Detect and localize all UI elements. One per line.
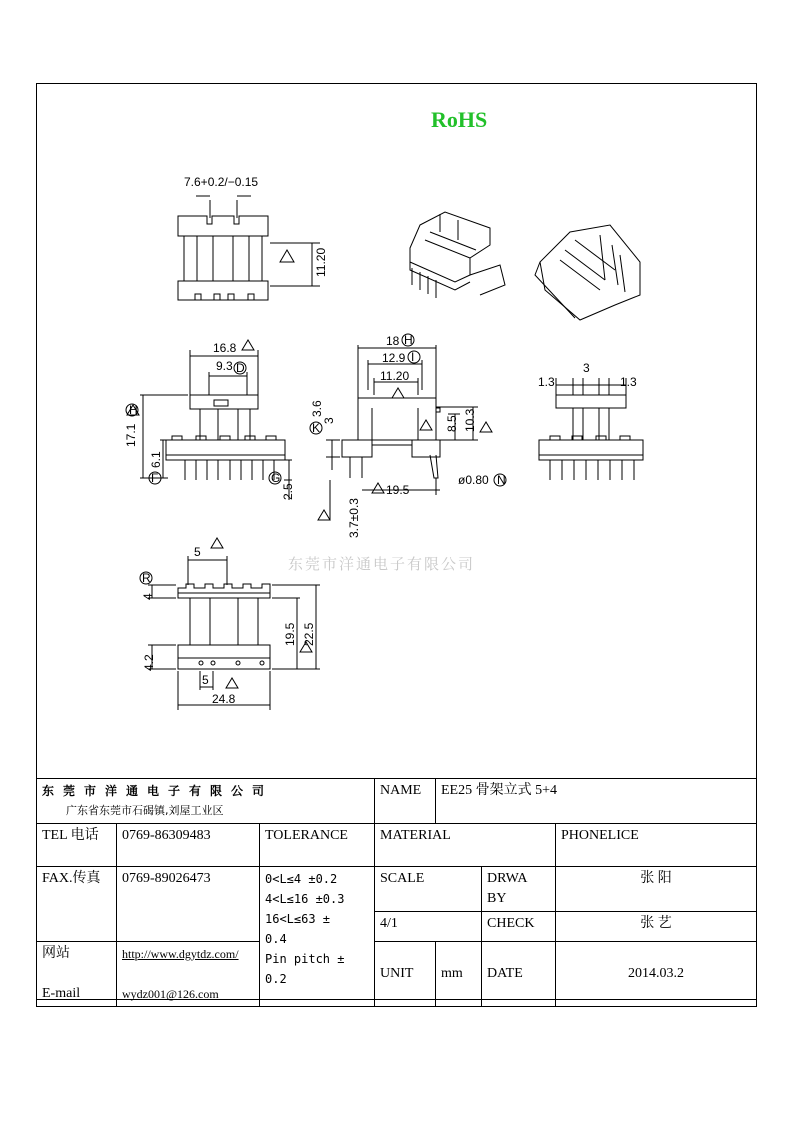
fax-label: FAX.传真 (37, 867, 117, 942)
dim-top-height: 11.20 (314, 247, 328, 277)
tolerance-line: 4<L≤16 ±0.3 (265, 892, 345, 906)
drwaby-value: 张 阳 (556, 867, 757, 912)
dim-bottom-h2: 22.5 (302, 622, 316, 646)
date-label: DATE (482, 942, 556, 1007)
drwaby-label-line2: BY (487, 891, 507, 906)
scale-label: SCALE (375, 867, 482, 912)
tag-g: G (271, 471, 281, 485)
tolerance-line: 16<L≤63 ± (265, 912, 331, 926)
tag-h-front: H (129, 403, 138, 417)
iso-view-2 (535, 225, 640, 320)
tel-value: 0769-86309483 (117, 824, 260, 867)
scale-value: 4/1 (375, 912, 482, 942)
dim-side-h2: 8.5 (445, 415, 459, 432)
dim-front-base: 6.1 (149, 451, 163, 468)
dim-side-h3: 3 (322, 417, 336, 424)
dim-side-pin: 3.7±0.3 (347, 498, 361, 538)
watermark: 东莞市洋通电子有限公司 (288, 555, 476, 573)
tag-k: K (312, 421, 321, 435)
right-view (539, 378, 643, 480)
top-view (178, 196, 320, 300)
name-value: EE25 骨架立式 5+4 (436, 779, 757, 824)
material-label: MATERIAL (375, 824, 556, 867)
dim-bottom-left: 4.2 (142, 654, 156, 671)
dim-side-h4: 3.6 (310, 400, 324, 417)
tel-label: TEL 电话 (37, 824, 117, 867)
check-label: CHECK (482, 912, 556, 942)
rohs-mark: RoHS (431, 107, 488, 132)
check-value: 张 艺 (556, 912, 757, 942)
date-value: 2014.03.2 (556, 942, 757, 1007)
tolerance-line: 0.4 (265, 932, 287, 946)
dim-side-width3: 11.20 (380, 369, 410, 383)
email-value: wydz001@126.com (122, 987, 219, 1001)
web-link[interactable]: http://www.dgytdz.com/ (122, 947, 239, 961)
company-name: 东莞市洋通电子有限公司 (42, 784, 274, 798)
dim-right-left: 1.3 (538, 375, 555, 389)
contact-values (117, 942, 260, 1007)
title-block (36, 778, 757, 1007)
dim-front-inner: 9.3 (216, 359, 233, 373)
dim-front-height: 17.1 (124, 423, 138, 447)
dim-top-width: 7.6+0.2/−0.15 (184, 175, 259, 189)
dim-side-width2: 12.9 (382, 351, 406, 365)
email-label: E-mail (42, 986, 81, 1001)
tag-h-side: H (404, 333, 413, 347)
tolerance-line: 0.2 (265, 972, 287, 986)
dim-side-width: 18 (386, 334, 400, 348)
company-address: 广东省东莞市石碣镇,刘屋工业区 (66, 804, 224, 817)
tolerance-label: TOLERANCE (260, 824, 375, 867)
fax-value: 0769-89026473 (117, 867, 260, 942)
dim-bottom-h: 4 (141, 593, 155, 600)
dim-side-length: 19.5 (386, 483, 410, 497)
tag-r: R (142, 571, 151, 585)
tag-n: N (497, 473, 506, 487)
iso-view-1 (410, 212, 505, 298)
dim-bottom-h1: 19.5 (283, 622, 297, 646)
dim-right-width: 3 (583, 361, 590, 375)
tolerance-line: Pin pitch ± (265, 952, 345, 966)
tag-d: D (236, 361, 245, 375)
dim-side-diameter: ø0.80 (458, 473, 489, 487)
dim-bottom-width: 24.8 (212, 692, 236, 706)
web-label: 网站 (42, 946, 70, 961)
dim-side-h: 10.3 (463, 408, 477, 432)
unit-value: mm (436, 942, 482, 1007)
dim-right-right: 1.3 (620, 375, 637, 389)
tolerance-list (260, 867, 375, 1007)
dim-bottom-pitch: 5 (194, 545, 201, 559)
dim-front-pin: 2.5 (281, 483, 295, 500)
contact-labels (37, 942, 117, 1007)
tag-i: I (411, 350, 415, 364)
drwaby-label (482, 867, 556, 912)
tolerance-line: 0<L≤4 ±0.2 (265, 872, 338, 886)
unit-label: UNIT (375, 942, 436, 1007)
drwaby-label-line1: DRWA (487, 871, 528, 886)
company-cell (37, 779, 375, 824)
dim-bottom-pitch2: 5 (202, 673, 209, 687)
tag-f: F (151, 471, 159, 485)
dim-front-width: 16.8 (213, 341, 237, 355)
phonelice-label: PHONELICE (556, 824, 757, 867)
name-label: NAME (375, 779, 436, 824)
